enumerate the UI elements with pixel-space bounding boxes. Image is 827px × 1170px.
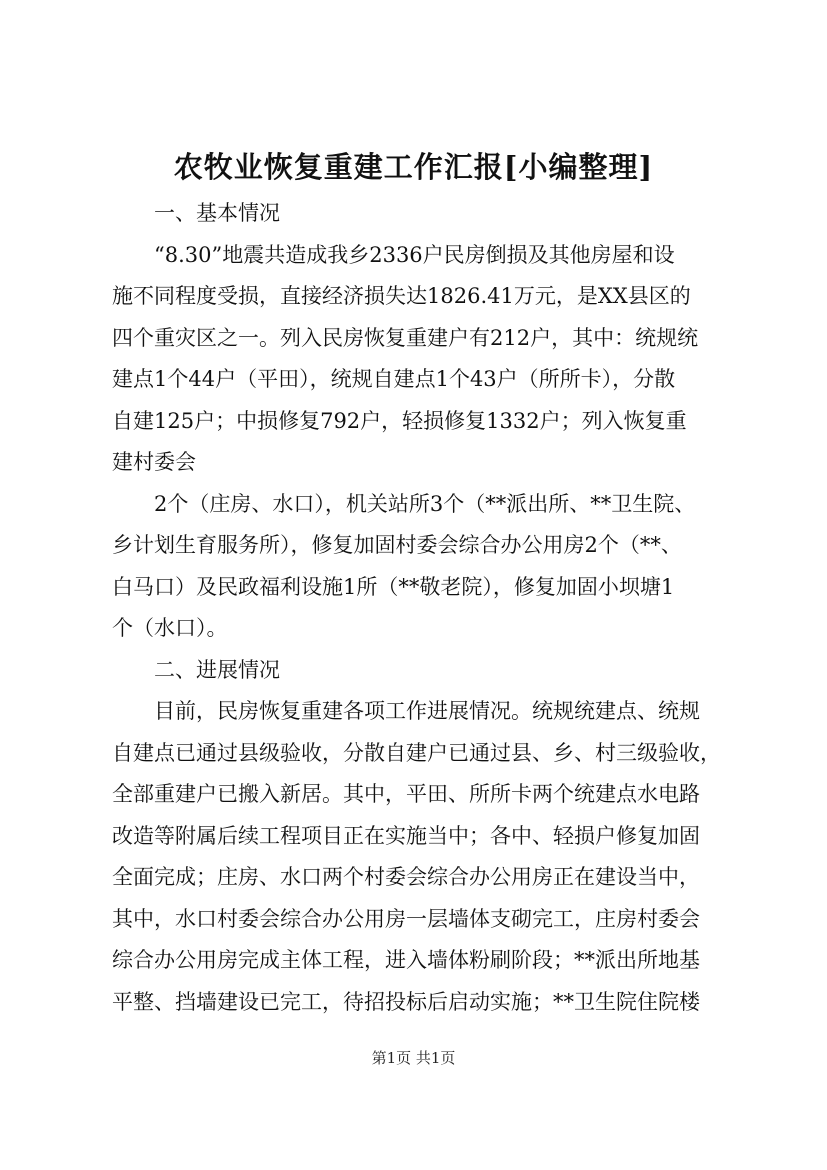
paragraph-line: 其中，水口村委会综合办公用房一层墙体支砌完工，庄房村委会 <box>112 906 700 931</box>
paragraph-line: 平整、挡墙建设已完工，待招投标后启动实施；**卫生院住院楼 <box>112 989 700 1014</box>
paragraph-line: 个（水口）。 <box>112 616 228 640</box>
paragraph-line: 四个重灾区之一。列入民房恢复重建户有212户，其中：统规统 <box>112 325 699 350</box>
paragraph-line: 白马口）及民政福利设施1所（**敬老院），修复加固小坝塘1 <box>112 574 675 599</box>
section-heading-basic-situation: 一、基本情况 <box>154 201 280 225</box>
paragraph-line: 全部重建户已搬入新居。其中，平田、所所卡两个统建点水电路 <box>112 782 700 806</box>
paragraph-line: 改造等附属后续工程项目正在实施当中；各中、轻损户修复加固 <box>112 823 700 848</box>
page-number-footer: 第1页 共1页 <box>371 1049 456 1067</box>
section-heading-progress: 二、进展情况 <box>154 657 280 682</box>
paragraph-line: 施不同程度受损，直接经济损失达1826.41万元，是XX县区的 <box>112 284 691 308</box>
paragraph-line: 全面完成；庄房、水口两个村委会综合办公用房正在建设当中， <box>112 865 700 889</box>
paragraph-line: 自建点已通过县级验收，分散自建户已通过县、乡、村三级验收， <box>112 740 721 765</box>
paragraph-line: “8.30”地震共造成我乡2336户民房倒损及其他房屋和设 <box>112 242 675 267</box>
document-title: 农牧业恢复重建工作汇报[小编整理] <box>173 150 654 184</box>
paragraph-line: 2个（庄房、水口），机关站所3个（**派出所、**卫生院、 <box>112 491 696 516</box>
paragraph-line: 建村委会 <box>112 450 196 474</box>
paragraph-line: 乡计划生育服务所），修复加固村委会综合办公用房2个（**、 <box>112 533 682 557</box>
paragraph-line: 建点1个44户（平田），统规自建点1个43户（所所卡），分散 <box>112 367 676 391</box>
paragraph-line: 自建125户；中损修复792户，轻损修复1332户；列入恢复重 <box>112 408 687 433</box>
paragraph-line: 综合办公用房完成主体工程，进入墙体粉刷阶段；**派出所地基 <box>112 948 700 972</box>
paragraph-line: 目前，民房恢复重建各项工作进展情况。统规统建点、统规 <box>112 699 700 723</box>
document-body <box>112 193 732 1023</box>
